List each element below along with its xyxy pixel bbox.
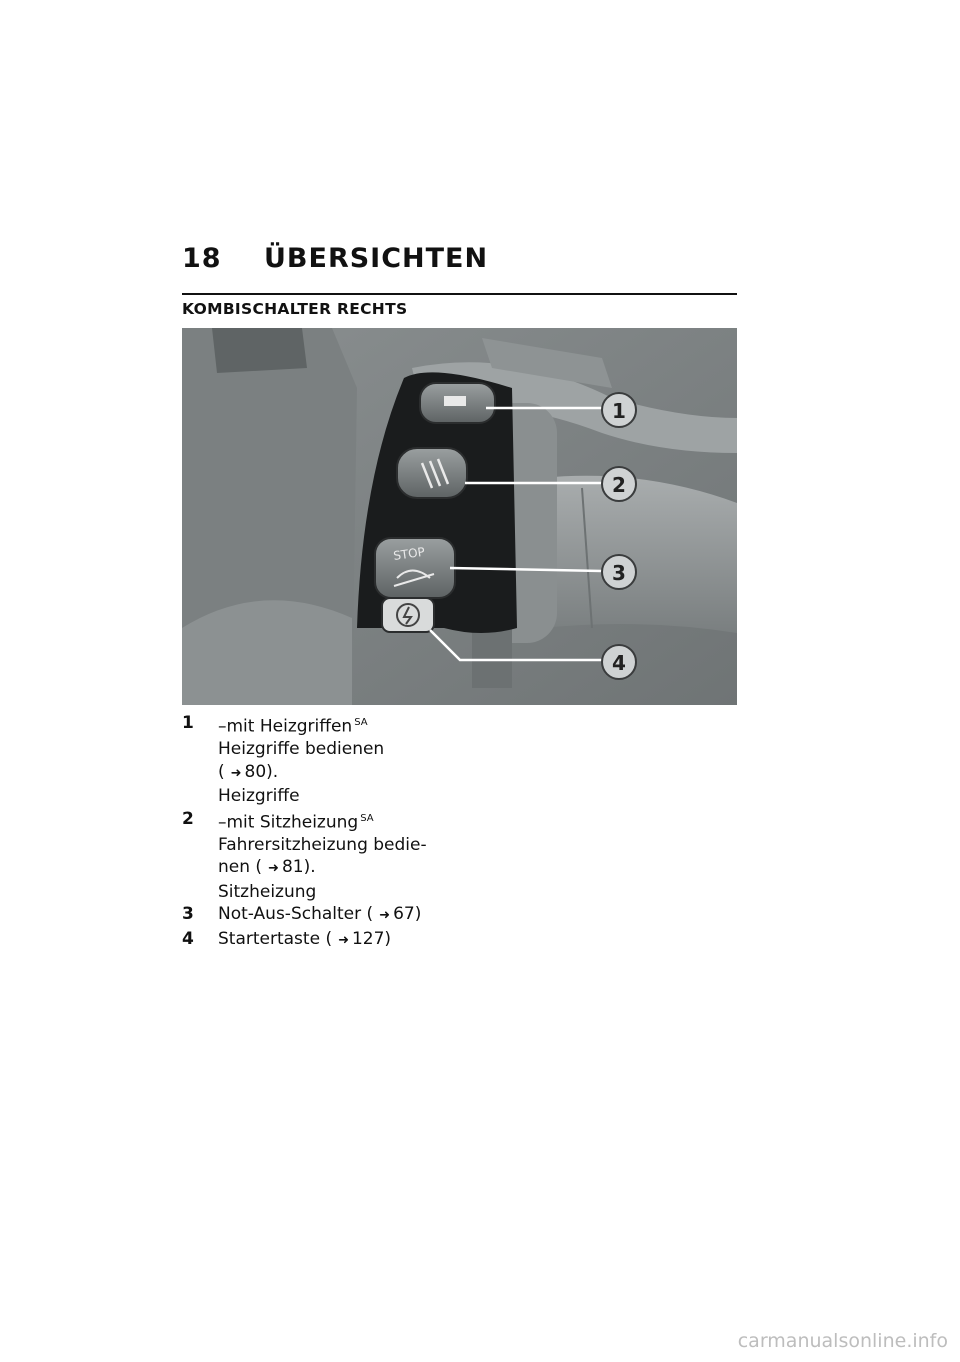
legend-text: ( [218,761,225,782]
legend-text: Startertaste ( [218,928,333,949]
callout-1-label: 1 [612,399,626,423]
chapter-title: ÜBERSICHTEN [264,243,489,274]
sa-superscript: SA [360,812,374,824]
page-number: 18 [182,243,222,274]
page-ref-arrow-icon: ➜ [338,932,349,948]
callout-2 [602,467,636,501]
callout-1 [602,393,636,427]
legend-text: Not-Aus-Schalter ( [218,904,374,925]
legend-item-1 [182,712,482,808]
legend-number: 4 [182,928,194,949]
figure-illustration [182,328,737,705]
callout-4 [602,645,636,679]
legend-text: –mit Heizgriffen [218,716,353,737]
section-divider [182,293,737,295]
legend-text: –mit Sitzheizung [218,812,359,833]
page-reference-link[interactable]: 80). [244,761,279,782]
section-title: KOMBISCHALTER RECHTS [182,300,408,318]
page-reference-link[interactable]: 67) [393,904,422,925]
legend-text: Fahrersitzheizung bedie- [218,834,427,855]
legend-text: Heizgriffe bedienen [218,739,385,760]
callout-2-label: 2 [612,473,626,497]
legend-text: Sitzheizung [218,881,317,902]
watermark: carmanualsonline.info [737,1330,948,1352]
legend-number: 3 [182,904,194,925]
legend-item-4 [182,928,482,953]
handlebar-switch-figure [182,328,737,705]
page-reference-link[interactable]: 81). [281,857,316,878]
legend-item-3 [182,903,482,928]
legend-text: Heizgriffe [218,786,300,807]
legend-number: 2 [182,808,194,829]
figure-legend [182,712,482,952]
page-ref-arrow-icon: ➜ [230,765,242,781]
stop-button-label: STOP [392,544,426,563]
page-ref-arrow-icon: ➜ [268,861,279,877]
sa-superscript: SA [354,717,368,728]
page-ref-arrow-icon: ➜ [379,908,391,924]
page-header [182,243,488,274]
callout-3-label: 3 [612,561,626,585]
callout-3 [602,555,636,589]
legend-text: nen ( [218,857,263,878]
legend-number: 1 [182,713,194,733]
callout-4-label: 4 [612,651,626,675]
legend-item-2 [182,808,482,904]
page-reference-link[interactable]: 127) [351,928,392,949]
